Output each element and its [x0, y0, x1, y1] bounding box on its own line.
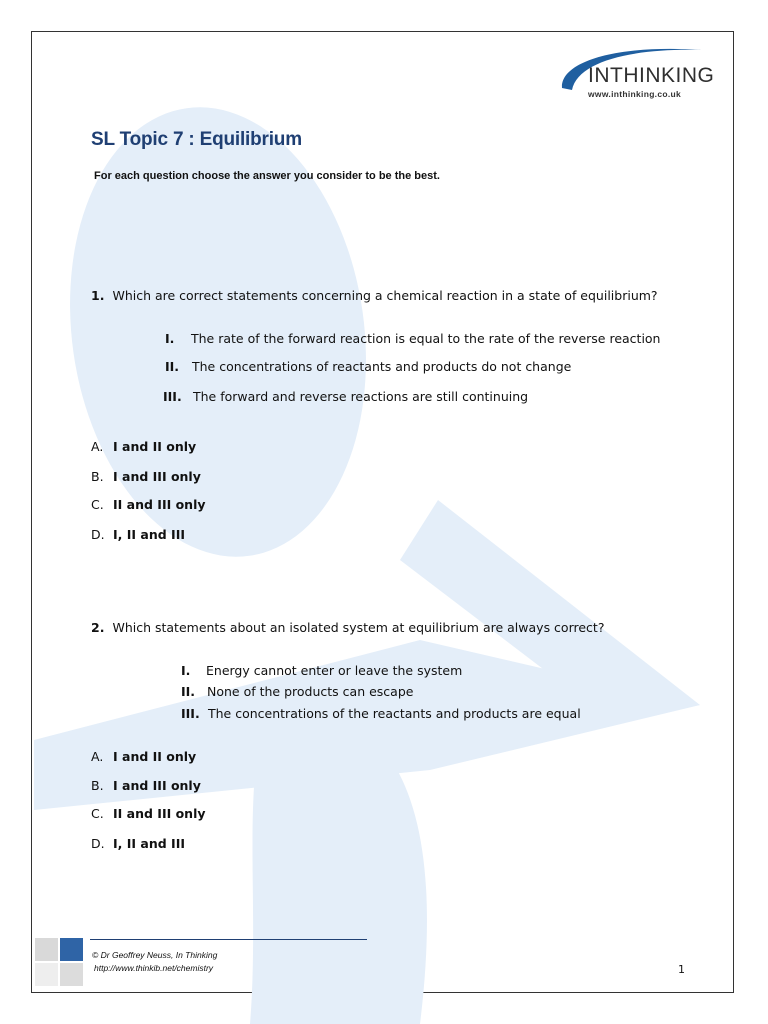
- option-a[interactable]: [91, 749, 196, 764]
- option-b[interactable]: [91, 469, 201, 484]
- statement-text: The forward and reverse reactions are still continuing: [193, 389, 529, 404]
- footer-divider: [90, 939, 367, 940]
- footer-squares-logo: [35, 938, 85, 988]
- question-1: [91, 288, 658, 303]
- option-letter: A.: [91, 439, 104, 454]
- option-c[interactable]: [91, 806, 206, 821]
- option-letter: D.: [91, 527, 105, 542]
- option-letter: C.: [91, 497, 104, 512]
- logo-url: www.inthinking.co.uk: [588, 89, 682, 99]
- footer-square: [35, 963, 58, 986]
- statement-item: [165, 359, 571, 374]
- footer-square: [35, 938, 58, 961]
- instructions: For each question choose the answer you consider to be the best.: [94, 170, 440, 182]
- option-letter: B.: [91, 778, 104, 793]
- option-d[interactable]: [91, 836, 185, 851]
- footer-square: [60, 963, 83, 986]
- statement-text: The rate of the forward reaction is equal to the rate of the reverse reaction: [191, 331, 661, 346]
- page-number: 1: [678, 963, 685, 976]
- statement-item: [181, 663, 462, 678]
- option-text: II and III only: [113, 806, 206, 821]
- statement-item: [163, 389, 528, 404]
- question-text: Which statements about an isolated system at equilibrium are always correct?: [112, 620, 605, 635]
- question-number: 1.: [91, 288, 105, 303]
- option-a[interactable]: [91, 439, 196, 454]
- option-letter: A.: [91, 749, 104, 764]
- statement-text: The concentrations of reactants and products do not change: [192, 359, 572, 374]
- question-number: 2.: [91, 620, 105, 635]
- footer-square: [60, 938, 83, 961]
- option-text: II and III only: [113, 497, 206, 512]
- option-letter: C.: [91, 806, 104, 821]
- statement-numeral: I.: [165, 331, 175, 346]
- option-text: I and III only: [113, 469, 201, 484]
- statement-item: [181, 684, 413, 699]
- statement-item: [181, 706, 581, 721]
- option-text: I and III only: [113, 778, 201, 793]
- option-text: I and II only: [113, 749, 197, 764]
- option-text: I, II and III: [113, 527, 185, 542]
- option-c[interactable]: [91, 497, 206, 512]
- footer-url[interactable]: http://www.thinkib.net/chemistry: [94, 963, 214, 973]
- option-letter: B.: [91, 469, 104, 484]
- option-b[interactable]: [91, 778, 201, 793]
- footer-credit: © Dr Geoffrey Neuss, In Thinking: [92, 950, 218, 960]
- option-letter: D.: [91, 836, 105, 851]
- statement-item: [165, 331, 660, 346]
- statement-numeral: I.: [181, 663, 191, 678]
- option-text: I and II only: [113, 439, 197, 454]
- statement-text: The concentrations of the reactants and products are equal: [208, 706, 581, 721]
- question-text: Which are correct statements concerning a chemical reaction in a state of equilibrium?: [112, 288, 658, 303]
- statement-text: Energy cannot enter or leave the system: [206, 663, 463, 678]
- statement-numeral: II.: [181, 684, 196, 699]
- statement-text: None of the products can escape: [207, 684, 414, 699]
- logo-text: INTHINKING: [588, 64, 715, 87]
- question-2: [91, 620, 604, 635]
- option-d[interactable]: [91, 527, 185, 542]
- statement-numeral: II.: [165, 359, 180, 374]
- page-title: SL Topic 7 : Equilibrium: [91, 129, 302, 150]
- statement-numeral: III.: [181, 706, 200, 721]
- statement-numeral: III.: [163, 389, 182, 404]
- option-text: I, II and III: [113, 836, 185, 851]
